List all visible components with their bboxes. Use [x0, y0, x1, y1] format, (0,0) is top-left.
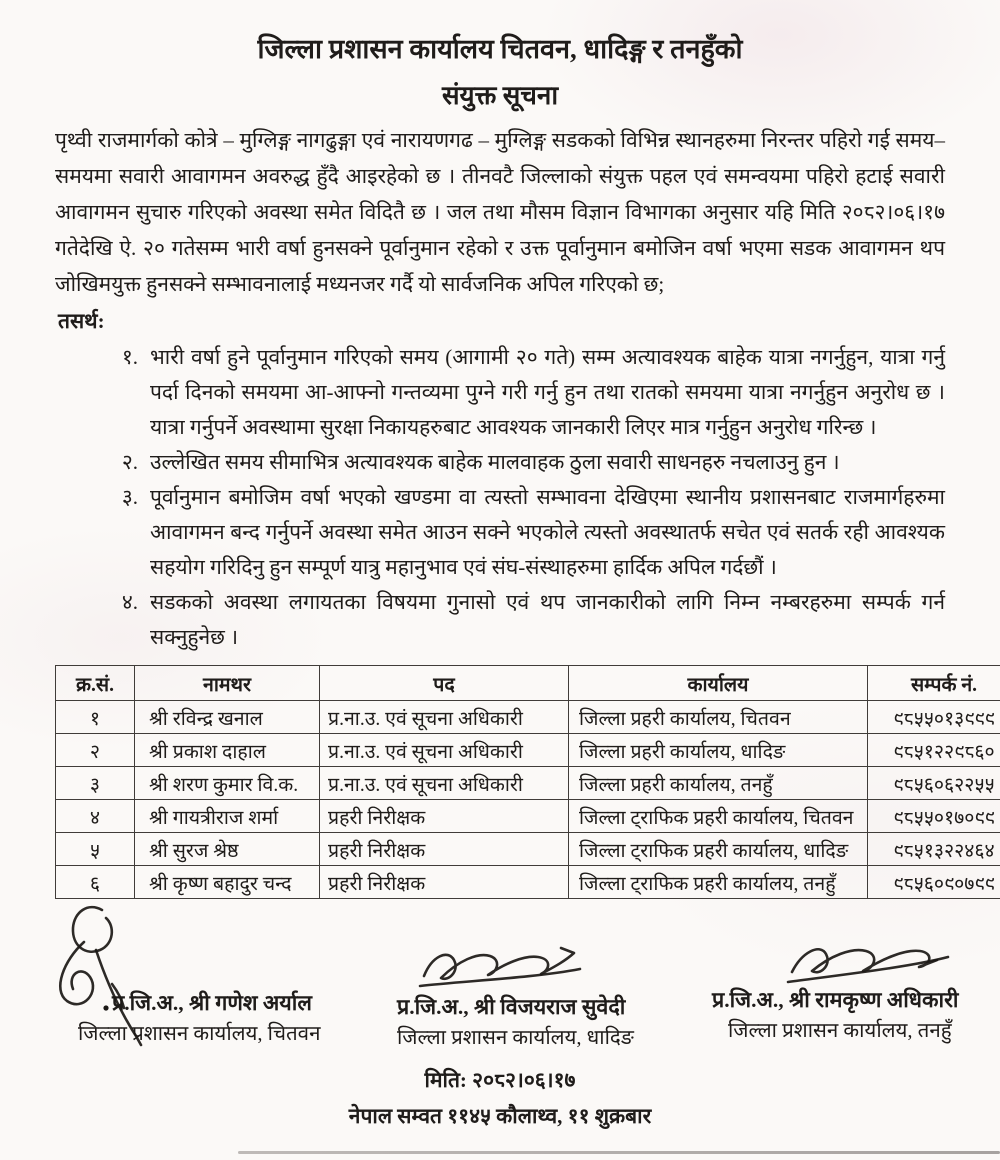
cell-office: जिल्ला ट्राफिक प्रहरी कार्यालय, चितवन: [569, 800, 868, 833]
appeal-item-2: [55, 445, 945, 480]
appeal-number: २.: [121, 450, 138, 474]
cell-name: श्री शरण कुमार वि.क.: [135, 767, 320, 800]
appeal-text: उल्लेखित समय सीमाभित्र अत्यावश्यक बाहेक मालवाहक ठुला सवारी साधनहरु नचलाउनु हुन ।: [150, 450, 840, 474]
cell-post: प्रहरी निरीक्षक: [320, 833, 569, 866]
signatory-office: जिल्ला प्रशासन कार्यालय, धादिङ: [397, 1027, 634, 1049]
signature-scribble-middle: [412, 940, 587, 998]
cell-serial: ६: [56, 866, 135, 899]
header-row: [56, 666, 1000, 701]
signatory-office: जिल्ला प्रशासन कार्यालय, तनहुँ: [728, 1020, 952, 1042]
appeal-number: ४.: [121, 590, 138, 614]
table-row: [56, 734, 1000, 767]
cell-post: प्र.ना.उ. एवं सूचना अधिकारी: [320, 734, 569, 767]
cell-office: जिल्ला ट्राफिक प्रहरी कार्यालय, धादिङ: [569, 833, 868, 866]
signatory-name: प्र.जि.अ., श्री रामकृष्ण अधिकारी: [712, 988, 959, 1012]
header-name: नामथर: [135, 666, 320, 701]
cell-phone: ९८५१३२२४६४: [868, 833, 1000, 866]
signature-scribble-left: [42, 888, 172, 1053]
signatory-name: प्र.जि.अ., श्री गणेश अर्याल: [112, 991, 312, 1015]
document-title: जिल्ला प्रशासन कार्यालय चितवन, धादिङ्ग र तनहुँको: [257, 34, 743, 64]
table-row: [56, 800, 1000, 833]
scan-bottom-edge-line: [238, 1151, 1000, 1154]
cell-office: जिल्ला प्रहरी कार्यालय, धादिङ: [569, 734, 868, 767]
cell-serial: ३: [56, 767, 135, 800]
header-serial: क्र.सं.: [56, 666, 135, 701]
appeal-item-3: [55, 480, 945, 585]
cell-phone: ९८५६०९०७९९: [868, 866, 1000, 899]
cell-post: प्र.ना.उ. एवं सूचना अधिकारी: [320, 767, 569, 800]
cell-name: श्री गायत्रीराज शर्मा: [135, 800, 320, 833]
table-row: [56, 833, 1000, 866]
date-nepal-sambat: नेपाल सम्वत ११४५ कौलाथ्व, ११ शुक्रबार: [348, 1104, 652, 1128]
table-row: [56, 701, 1000, 734]
cell-name: श्री प्रकाश दाहाल: [135, 734, 320, 767]
appeal-text: भारी वर्षा हुने पूर्वानुमान गरिएको समय (आगामी २० गते) सम्म अत्यावश्यक बाहेक यात्रा नगर्नुहुन, यात्रा गर्नु पर्दा दिनको समयमा आ-आफ्नो गन्तव्यमा पुग्ने गरी गर्नु हुन तथा रातको समयमा यात्रा नगर्नुहुन अनुरोध छ । यात्रा गर्नुपर्ने अवस्थामा सुरक्षा निकायहरुबाट आवश्यक जानकारी लिएर मात्र गर्नुहुन अनुरोध गरिन्छ ।: [150, 345, 946, 439]
cell-phone: ९८५६०६२२५५: [868, 767, 1000, 800]
cell-serial: ५: [56, 833, 135, 866]
appeal-text: सडकको अवस्था लगायतका विषयमा गुनासो एवं थप जानकारीको लागि निम्न नम्बरहरुमा सम्पर्क गर्न सक्नुहुनेछ ।: [150, 590, 945, 649]
cell-name: श्री कृष्ण बहादुर चन्द: [135, 866, 320, 899]
cell-post: प्र.ना.उ. एवं सूचना अधिकारी: [320, 701, 569, 734]
cell-name: श्री रविन्द्र खनाल: [135, 701, 320, 734]
appeal-number: ३.: [121, 485, 138, 509]
cell-phone: ९८५५०१७०९९: [868, 800, 1000, 833]
cell-serial: १: [56, 701, 135, 734]
cell-office: जिल्ला प्रहरी कार्यालय, तनहुँ: [569, 767, 868, 800]
cell-post: प्रहरी निरीक्षक: [320, 800, 569, 833]
signatory-dhading: [397, 992, 634, 1054]
date-bs: मिति: २०८२।०६।१७: [424, 1068, 576, 1092]
signature-scribble-right: [778, 934, 953, 992]
appeal-list: [55, 340, 945, 655]
header-office: कार्यालय: [569, 666, 868, 701]
cell-office: जिल्ला प्रहरी कार्यालय, चितवन: [569, 701, 868, 734]
intro-paragraph: पृथ्वी राजमार्गको कोत्रे – मुग्लिङ्ग नागढुङ्गा एवं नारायणगढ – मुग्लिङ्ग सडकको विभिन्न स्थानहरुमा निरन्तर पहिरो गई समय–समयमा सवारी आवागमन अवरुद्ध हुँदै आइरहेको छ । तीनवटै जिल्लाको संयुक्त पहल एवं समन्वयमा पहिरो हटाई सवारी आवागमन सुचारु गरिएको अवस्था समेत विदितै छ । जल तथा मौसम विज्ञान विभागका अनुसार यहि मिति २०८२।०६।१७ गतेदेखि ऐ. २० गतेसम्म भारी वर्षा हुनसक्ने पूर्वानुमान रहेको र उक्त पूर्वानुमान बमोजिन वर्षा भएमा सडक आवागमन थप जोखिमयुक्त हुनसक्ने सम्भावनालाई मध्यनजर गर्दै यो सार्वजनिक अपिल गरिएको छ;: [55, 128, 945, 296]
contacts-table: [55, 665, 1000, 899]
cell-serial: ४: [56, 800, 135, 833]
header-post: पद: [320, 666, 569, 701]
cell-serial: २: [56, 734, 135, 767]
appeal-item-1: [55, 340, 945, 445]
header-phone: सम्पर्क नं.: [868, 666, 1000, 701]
appeal-text: पूर्वानुमान बमोजिम वर्षा भएको खण्डमा वा त्यस्तो सम्भावना देखिएमा स्थानीय प्रशासनबाट राजमार्गहरुमा आवागमन बन्द गर्नुपर्ने अवस्था समेत आउन सक्ने भएकोले त्यस्तो अवस्थातर्फ सचेत एवं सतर्क रही आवश्यक सहयोग गरिदिनु हुन सम्पूर्ण यात्रु महानुभाव एवं संघ-संस्थाहरुमा हार्दिक अपिल गर्दछौं ।: [150, 485, 945, 579]
therefore-label: तसर्थ:: [58, 309, 105, 333]
cell-name: श्री सुरज श्रेष्ठ: [135, 833, 320, 866]
cell-phone: ९८५१२२९८६०: [868, 734, 1000, 767]
cell-office: जिल्ला ट्राफिक प्रहरी कार्यालय, तनहुँ: [569, 866, 868, 899]
document-subtitle: संयुक्त सूचना: [441, 81, 559, 110]
cell-post: प्रहरी निरीक्षक: [320, 866, 569, 899]
appeal-number: १.: [121, 345, 138, 369]
signatory-tanahun: [712, 985, 958, 1047]
signatory-office: जिल्ला प्रशासन कार्यालय, चितवन: [78, 1023, 321, 1045]
cell-phone: ९८५५०१३९९९: [868, 701, 1000, 734]
table-row: [56, 866, 1000, 899]
signatory-name: प्र.जि.अ., श्री विजयराज सुवेदी: [397, 995, 626, 1019]
appeal-item-4: [55, 585, 945, 655]
contacts-table-header: [56, 666, 1000, 701]
table-row: [56, 767, 1000, 800]
